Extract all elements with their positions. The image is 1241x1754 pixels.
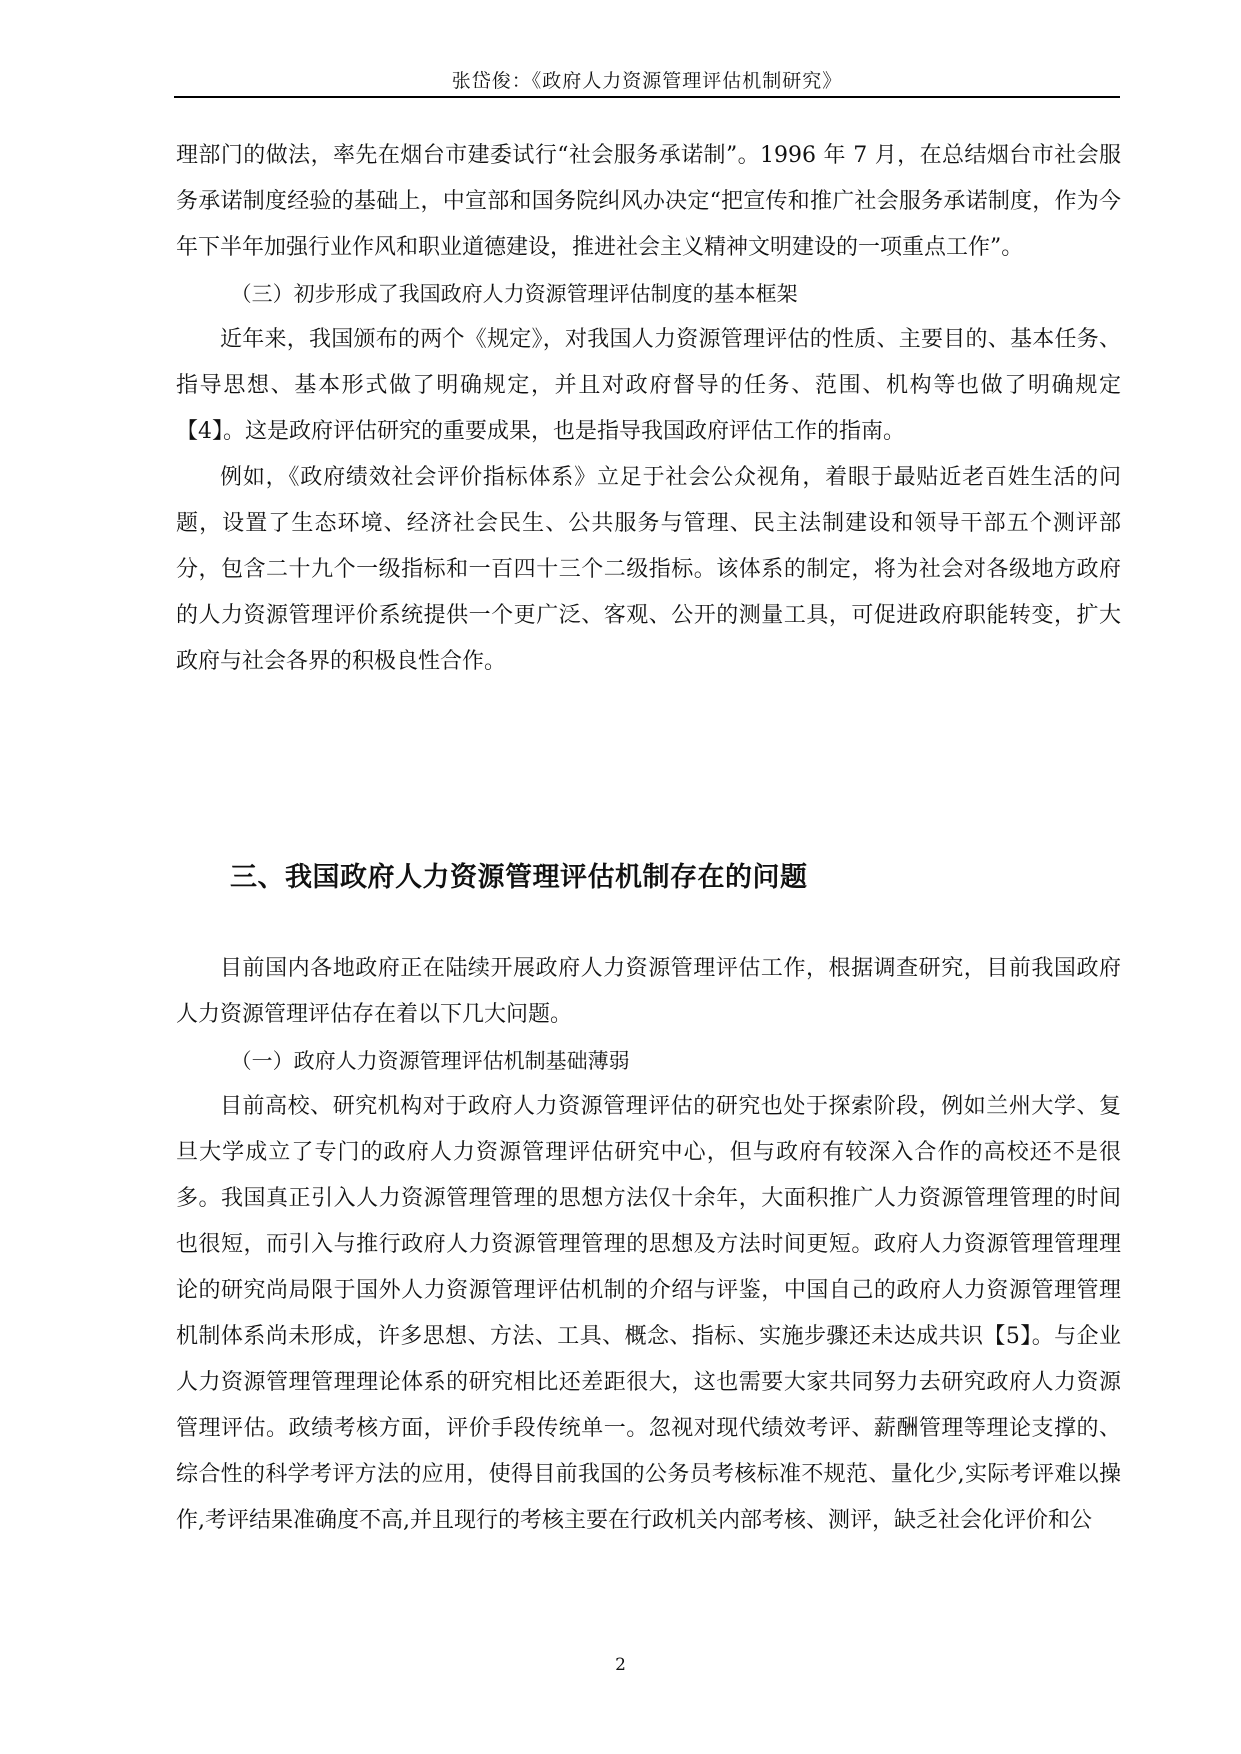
subheading-three: （三）初步形成了我国政府人力资源管理评估制度的基本框架 — [230, 282, 798, 306]
paragraph: 目前国内各地政府正在陆续开展政府人力资源管理评估工作，根据调查研究，目前我国政府人力资源管理评估存在着以下几大问题。 — [176, 956, 1121, 1027]
header-rule — [174, 96, 1120, 98]
body-block-bottom — [176, 946, 1121, 1544]
subheading-one: （一）政府人力资源管理评估机制基础薄弱 — [230, 1049, 630, 1073]
paragraph: 近年来，我国颁布的两个《规定》，对我国人力资源管理评估的性质、主要目的、基本任务、指导思想、基本形式做了明确规定，并且对政府督导的任务、范围、机构等也做了明确规定【4】。这是政府评估研究的重要成果，也是指导我国政府评估工作的指南。 — [176, 327, 1121, 444]
running-header: 张岱俊：《政府人力资源管理评估机制研究》 — [451, 70, 843, 92]
page-number: 2 — [615, 1655, 626, 1675]
paragraph-continued: 理部门的做法，率先在烟台市建委试行“社会服务承诺制”。1996 年 7 月，在总结烟台市社会服务承诺制度经验的基础上，中宣部和国务院纠风办决定“把宣传和推广社会服务承诺制度，作为今年下半年加强行业作风和职业道德建设，推进社会主义精神文明建设的一项重点工作”。 — [176, 143, 1121, 260]
paragraph: 例如，《政府绩效社会评价指标体系》立足于社会公众视角，着眼于最贴近老百姓生活的问题，设置了生态环境、经济社会民生、公共服务与管理、民主法制建设和领导干部五个测评部分，包含二十九个一级指标和一百四十三个二级指标。该体系的制定，将为社会对各级地方政府的人力资源管理评价系统提供一个更广泛、客观、公开的测量工具，可促进政府职能转变，扩大政府与社会各界的积极良性合作。 — [176, 465, 1121, 674]
paragraph: 目前高校、研究机构对于政府人力资源管理评估的研究也处于探索阶段，例如兰州大学、复旦大学成立了专门的政府人力资源管理评估研究中心，但与政府有较深入合作的高校还不是很多。我国真正引入人力资源管理管理的思想方法仅十余年，大面积推广人力资源管理管理的时间也很短，而引入与推行政府人力资源管理管理的思想及方法时间更短。政府人力资源管理管理理论的研究尚局限于国外人力资源管理评估机制的介绍与评鉴，中国自己的政府人力资源管理管理机制体系尚未形成，许多思想、方法、工具、概念、指标、实施步骤还未达成共识【5】。与企业人力资源管理管理理论体系的研究相比还差距很大，这也需要大家共同努力去研究政府人力资源管理评估。政绩考核方面，评价手段传统单一。忽视对现代绩效考评、薪酬管理等理论支撑的、综合性的科学考评方法的应用，使得目前我国的公务员考核标准不规范、量化少,实际考评难以操作,考评结果准确度不高,并且现行的考核主要在行政机关内部考核、测评，缺乏社会化评价和公 — [176, 1094, 1121, 1533]
body-block-top — [176, 133, 1121, 685]
section-heading: 三、我国政府人力资源管理评估机制存在的问题 — [230, 862, 808, 893]
